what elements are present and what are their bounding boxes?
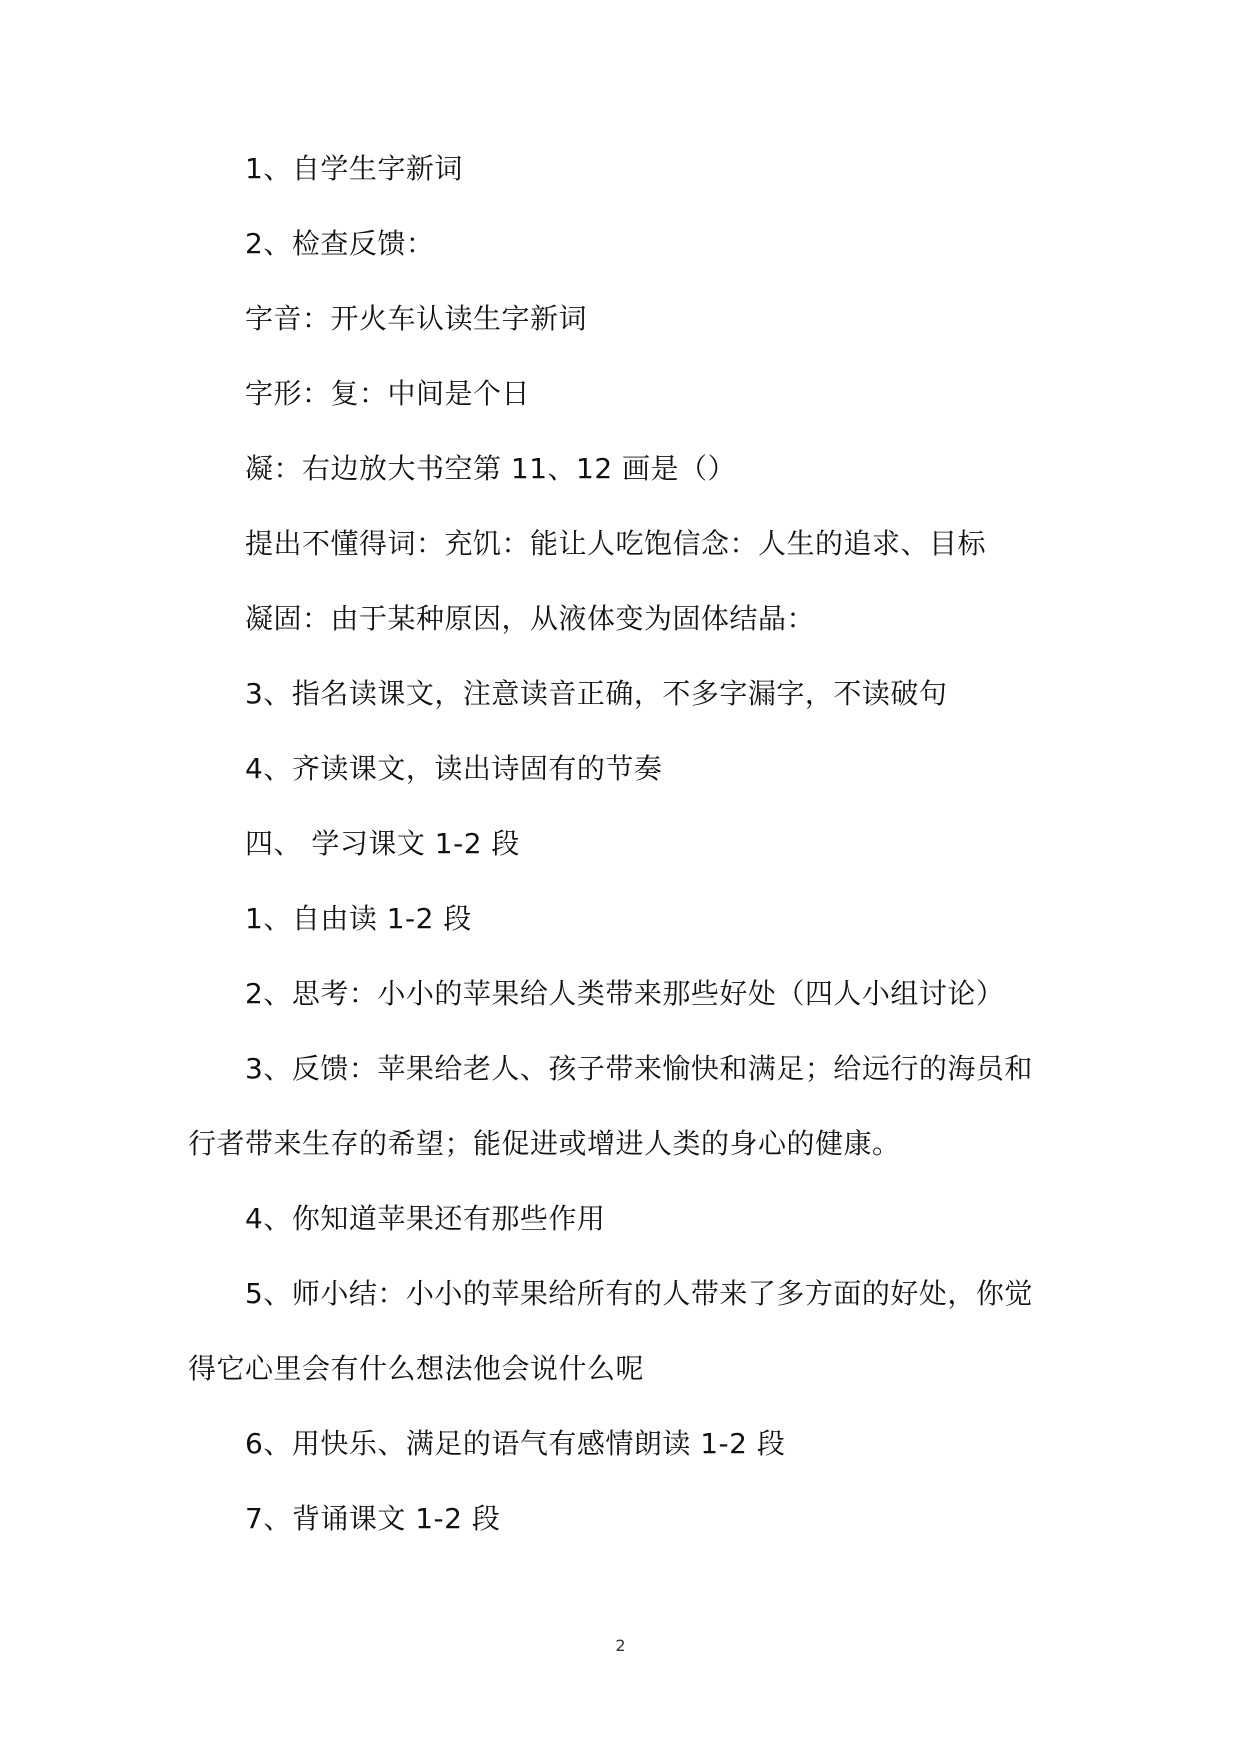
line-9: 4、齐读课文，读出诗固有的节奏 xyxy=(245,752,663,785)
line-19: 7、背诵课文 1-2 段 xyxy=(245,1502,501,1535)
page-number: 2 xyxy=(615,1636,626,1655)
line-2: 2、检查反馈： xyxy=(245,227,435,260)
section-heading: 四、 学习课文 1-2 段 xyxy=(245,827,520,860)
line-11: 1、自由读 1-2 段 xyxy=(245,902,472,935)
line-13: 3、反馈：苹果给老人、孩子带来愉快和满足；给远行的海员和 xyxy=(245,1052,1033,1085)
line-17: 得它心里会有什么想法他会说什么呢 xyxy=(188,1352,645,1385)
line-5: 凝：右边放大书空第 11、12 画是（） xyxy=(245,452,737,485)
line-16: 5、师小结：小小的苹果给所有的人带来了多方面的好处，你觉 xyxy=(245,1277,1033,1310)
line-18: 6、用快乐、满足的语气有感情朗读 1-2 段 xyxy=(245,1427,786,1460)
line-15: 4、你知道苹果还有那些作用 xyxy=(245,1202,606,1235)
line-4: 字形：复：中间是个日 xyxy=(245,377,531,410)
line-3: 字音：开火车认读生字新词 xyxy=(245,302,588,335)
line-8: 3、指名读课文，注意读音正确，不多字漏字，不读破句 xyxy=(245,677,948,710)
line-12: 2、思考：小小的苹果给人类带来那些好处（四人小组讨论） xyxy=(245,977,1005,1010)
line-7: 凝固：由于某种原因，从液体变为固体结晶： xyxy=(245,602,816,635)
line-14: 行者带来生存的希望；能促进或增进人类的身心的健康。 xyxy=(188,1127,901,1160)
line-1: 1、自学生字新词 xyxy=(245,152,463,185)
line-6: 提出不懂得词：充饥：能让人吃饱信念：人生的追求、目标 xyxy=(245,527,987,560)
